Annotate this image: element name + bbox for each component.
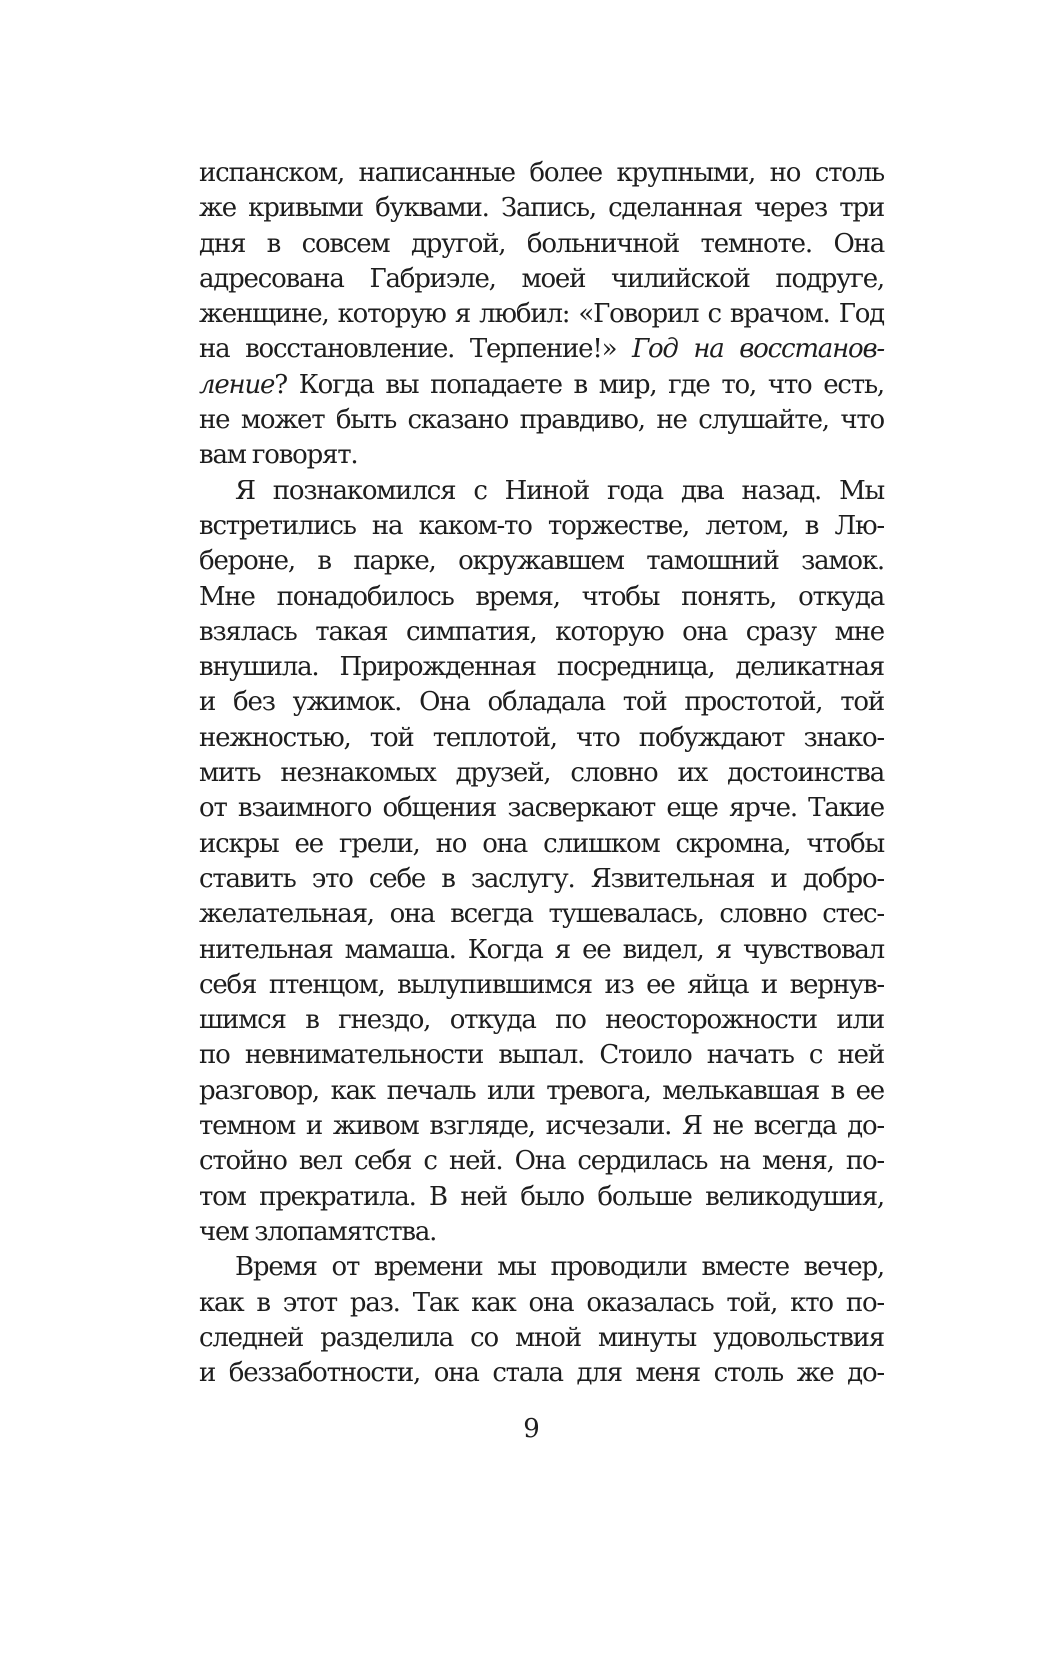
text-line-mixed bbox=[199, 332, 884, 367]
text-line: от взаимного общения засверкают еще ярче. Такие bbox=[199, 793, 884, 824]
text-line: не может быть сказано правдиво, не слушайте, что bbox=[199, 405, 884, 436]
body-text bbox=[199, 156, 884, 1391]
italic-phrase: Год на восстанов- bbox=[631, 334, 884, 365]
text-line: бероне, в парке, окружавшем тамошний замок. bbox=[199, 546, 884, 577]
text-line: следней разделила со мной минуты удовольствия bbox=[199, 1322, 884, 1353]
text-line: мить незнакомых друзей, словно их достоинства bbox=[199, 758, 884, 789]
text-line: адресована Габриэле, моей чилийской подруге, bbox=[199, 263, 884, 294]
text-line: встретились на каком-то торжестве, летом, в Лю- bbox=[199, 510, 884, 541]
text-line: разговор, как печаль или тревога, мелькавшая в ее bbox=[199, 1075, 884, 1106]
paragraph-first-line: Время от времени мы проводили вместе вечер, bbox=[235, 1252, 884, 1283]
paragraph-first-line: Я познакомился с Ниной года два назад. Мы bbox=[235, 475, 884, 506]
text-line: стойно вел себя с ней. Она сердилась на меня, по- bbox=[199, 1146, 884, 1177]
text-line: нительная мамаша. Когда я ее видел, я чувствовал bbox=[199, 934, 884, 965]
text-line: и без ужимок. Она обладала той простотой, той bbox=[199, 687, 884, 718]
text-line: внушила. Прирожденная посредница, деликатная bbox=[199, 652, 884, 683]
text-line: том прекратила. В ней было больше великодушия, bbox=[199, 1181, 884, 1212]
text-line: ставить это себе в заслугу. Язвительная и добро- bbox=[199, 863, 884, 894]
text-segment: ? Когда вы попадаете в мир, где то, что есть, bbox=[274, 369, 884, 400]
text-line: себя птенцом, вылупившимся из ее яйца и вернув- bbox=[199, 969, 884, 1000]
text-line: Мне понадобилось время, чтобы понять, откуда bbox=[199, 581, 884, 612]
text-line: испанском, написанные более крупными, но столь bbox=[199, 158, 884, 188]
text-line-mixed bbox=[199, 368, 884, 403]
text-line: шимся в гнездо, откуда по неосторожности или bbox=[199, 1005, 884, 1036]
text-line: дня в совсем другой, больничной темноте. Она bbox=[199, 228, 884, 259]
text-segment: на восстановление. Терпение!» bbox=[199, 334, 617, 365]
italic-phrase: ление bbox=[199, 369, 275, 400]
text-line: желательная, она всегда тушевалась, словно стес- bbox=[199, 899, 884, 930]
text-line: и беззаботности, она стала для меня столь же до- bbox=[199, 1358, 884, 1389]
page-number: 9 bbox=[523, 1414, 540, 1444]
text-line: женщине, которую я любил: «Говорил с врачом. Год bbox=[199, 299, 884, 330]
text-line: чем злопамятства. bbox=[199, 1216, 437, 1247]
text-line: как в этот раз. Так как она оказалась той, кто по- bbox=[199, 1287, 884, 1318]
text-line: нежностью, той теплотой, что побуждают знако- bbox=[199, 722, 884, 753]
text-line: же кривыми буквами. Запись, сделанная через три bbox=[199, 193, 884, 224]
text-line: по невнимательности выпал. Стоило начать с ней bbox=[199, 1040, 884, 1071]
text-line: темном и живом взгляде, исчезали. Я не всегда до- bbox=[199, 1111, 884, 1142]
text-line: искры ее грели, но она слишком скромна, чтобы bbox=[199, 828, 884, 859]
text-line: взялась такая симпатия, которую она сразу мне bbox=[199, 616, 884, 647]
text-line: вам говорят. bbox=[199, 440, 358, 471]
